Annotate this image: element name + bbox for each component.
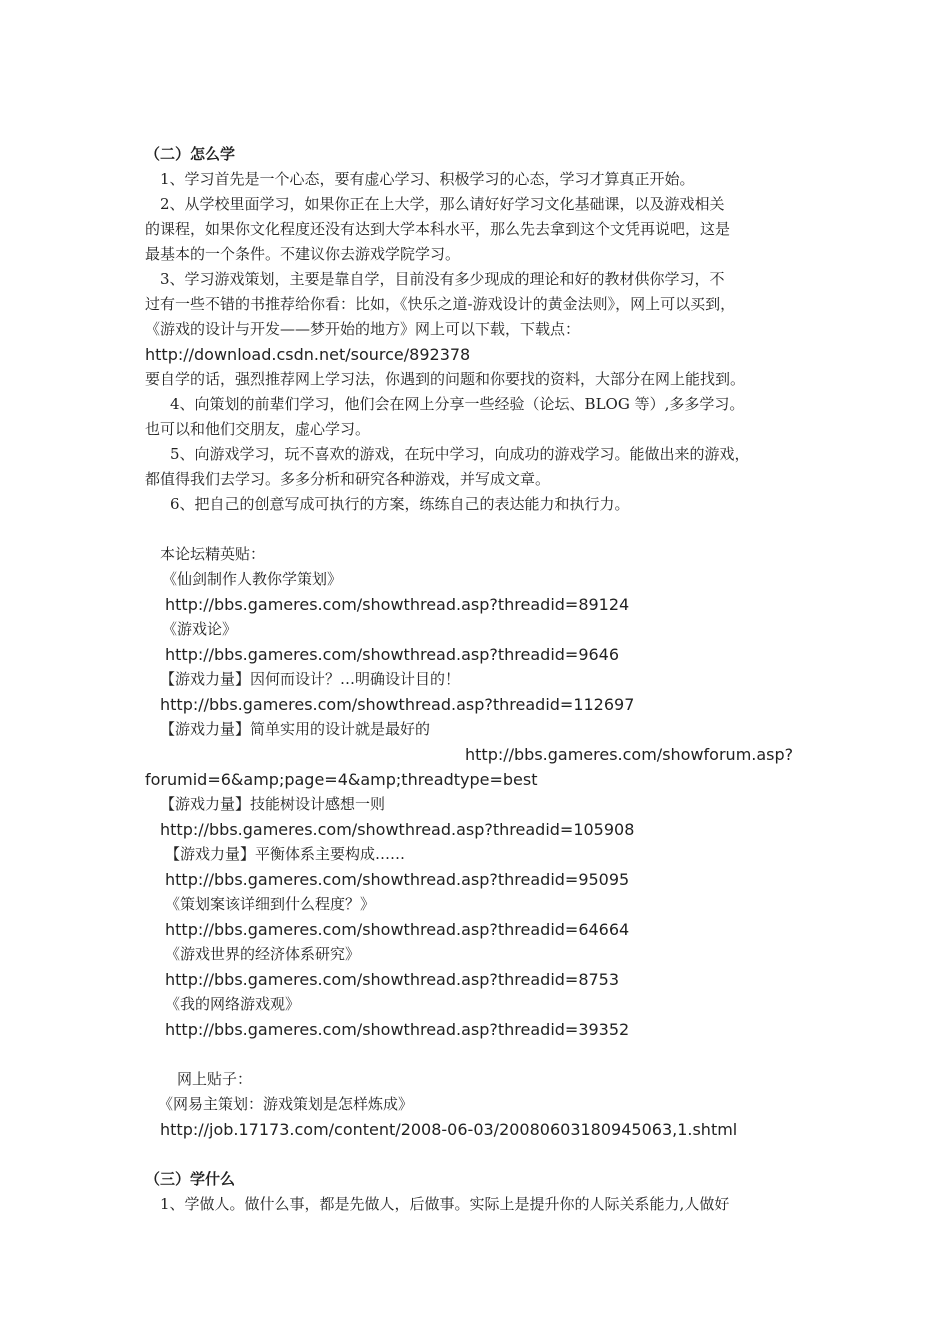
section-heading-how-to-learn: （二）怎么学 xyxy=(145,145,236,163)
post-link[interactable]: http://bbs.gameres.com/showthread.asp?threadid=89124 xyxy=(165,595,630,614)
paragraph-what-1: 1、学做人。做什么事，都是先做人，后做事。实际上是提升你的人际关系能力,人做好 xyxy=(160,1195,730,1213)
post-title: 【游戏力量】技能树设计感想一则 xyxy=(160,795,386,813)
paragraph-4-line-1: 4、向策划的前辈们学习，他们会在网上分享一些经验（论坛、BLOG 等）,多多学习。 xyxy=(170,395,745,413)
spacer xyxy=(145,1142,820,1167)
paragraph-4-line-2: 也可以和他们交朋友，虚心学习。 xyxy=(145,420,371,438)
web-post-title: 《网易主策划：游戏策划是怎样炼成》 xyxy=(158,1095,414,1113)
post-title: 《策划案该详细到什么程度？》 xyxy=(165,895,376,913)
paragraph-3-line-3: 《游戏的设计与开发——梦开始的地方》网上可以下载，下载点： xyxy=(145,320,581,338)
download-link[interactable]: http://download.csdn.net/source/892378 xyxy=(145,345,471,364)
post-link[interactable]: http://bbs.gameres.com/showthread.asp?threadid=64664 xyxy=(165,920,630,939)
web-post-link[interactable]: http://job.17173.com/content/2008-06-03/20080603180945063,1.shtml xyxy=(160,1120,738,1139)
forum-posts-label: 本论坛精英贴： xyxy=(160,545,266,563)
post-link-part-1[interactable]: http://bbs.gameres.com/showforum.asp? xyxy=(465,745,794,764)
post-link[interactable]: http://bbs.gameres.com/showthread.asp?threadid=112697 xyxy=(160,695,635,714)
post-title: 《仙剑制作人教你学策划》 xyxy=(162,570,343,588)
post-title: 《游戏世界的经济体系研究》 xyxy=(165,945,361,963)
post-title: 《游戏论》 xyxy=(162,620,238,638)
paragraph-5-line-1: 5、向游戏学习，玩不喜欢的游戏，在玩中学习，向成功的游戏学习。能做出来的游戏， xyxy=(170,445,750,463)
post-link[interactable]: http://bbs.gameres.com/showthread.asp?threadid=95095 xyxy=(165,870,630,889)
post-title: 【游戏力量】平衡体系主要构成…… xyxy=(165,845,406,863)
spacer xyxy=(145,517,820,542)
post-title: 《我的网络游戏观》 xyxy=(165,995,301,1013)
post-link[interactable]: http://bbs.gameres.com/showthread.asp?threadid=39352 xyxy=(165,1020,630,1039)
paragraph-6: 6、把自己的创意写成可执行的方案，练练自己的表达能力和执行力。 xyxy=(170,495,630,513)
paragraph-3-line-5: 要自学的话，强烈推荐网上学习法，你遇到的问题和你要找的资料，大部分在网上能找到。 xyxy=(145,370,746,388)
web-posts-label: 网上贴子： xyxy=(177,1070,253,1088)
post-link-part-2[interactable]: forumid=6&amp;page=4&amp;threadtype=best xyxy=(145,770,538,789)
post-link[interactable]: http://bbs.gameres.com/showthread.asp?threadid=9646 xyxy=(165,645,620,664)
post-link[interactable]: http://bbs.gameres.com/showthread.asp?threadid=8753 xyxy=(165,970,620,989)
paragraph-5-line-2: 都值得我们去学习。多多分析和研究各种游戏，并写成文章。 xyxy=(145,470,551,488)
paragraph-3-line-2: 过有一些不错的书推荐给你看：比如，《快乐之道-游戏设计的黄金法则》，网上可以买到， xyxy=(145,295,736,313)
post-title: 【游戏力量】简单实用的设计就是最好的 xyxy=(160,720,431,738)
paragraph-1: 1、学习首先是一个心态，要有虚心学习、积极学习的心态，学习才算真正开始。 xyxy=(160,170,695,188)
paragraph-2-line-2: 的课程，如果你文化程度还没有达到大学本科水平，那么先去拿到这个文凭再说吧，这是 xyxy=(145,220,731,238)
post-link[interactable]: http://bbs.gameres.com/showthread.asp?threadid=105908 xyxy=(160,820,635,839)
post-title: 【游戏力量】因何而设计？…明确设计目的！ xyxy=(160,670,461,688)
paragraph-2-line-3: 最基本的一个条件。不建议你去游戏学院学习。 xyxy=(145,245,461,263)
document-page xyxy=(145,142,820,1217)
paragraph-3-line-1: 3、学习游戏策划，主要是靠自学，目前没有多少现成的理论和好的教材供你学习，不 xyxy=(160,270,725,288)
spacer xyxy=(145,1042,820,1067)
section-heading-what-to-learn: （三）学什么 xyxy=(145,1170,236,1188)
paragraph-2-line-1: 2、从学校里面学习，如果你正在上大学，那么请好好学习文化基础课，以及游戏相关 xyxy=(160,195,725,213)
